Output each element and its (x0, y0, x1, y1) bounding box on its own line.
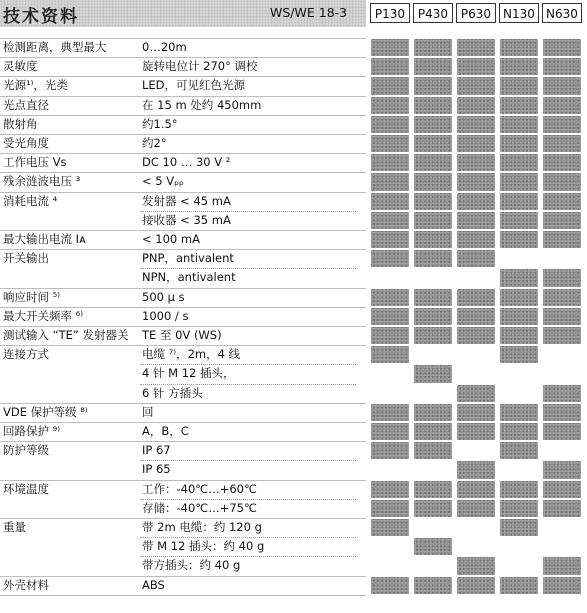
applicable-cell (542, 268, 582, 287)
column-header-p130: P130 (370, 3, 410, 23)
not-applicable-cell (542, 249, 582, 268)
applicable-cell (499, 211, 539, 230)
applicable-cell (413, 499, 453, 518)
applicable-cell (542, 326, 582, 345)
applicable-cell (456, 384, 496, 403)
applicable-cell (542, 422, 582, 441)
spec-value: 发射器 < 45 mA (142, 193, 231, 208)
applicable-cell (370, 76, 410, 95)
not-applicable-cell (370, 384, 410, 403)
applicable-cell (542, 172, 582, 191)
spec-label: 连接方式 (3, 347, 49, 362)
applicable-cell (499, 268, 539, 287)
applicable-cell (542, 384, 582, 403)
column-header-n130: N130 (499, 3, 539, 23)
applicable-cell (456, 192, 496, 211)
column-header-p430: P430 (413, 3, 453, 23)
not-applicable-cell (542, 518, 582, 537)
not-applicable-cell (499, 249, 539, 268)
not-applicable-cell (413, 518, 453, 537)
not-applicable-cell (499, 537, 539, 556)
applicable-cell (413, 76, 453, 95)
spec-value: 存储：-40℃…+75℃ (142, 500, 257, 515)
not-applicable-cell (456, 537, 496, 556)
applicable-cell (499, 499, 539, 518)
row-divider (0, 153, 366, 154)
not-applicable-cell (542, 537, 582, 556)
sheet-title: 技术资料 (3, 7, 79, 27)
applicable-cell (413, 96, 453, 115)
applicable-cell (499, 57, 539, 76)
row-divider (0, 115, 366, 116)
applicable-cell (413, 364, 453, 383)
spec-label: 光点直径 (3, 97, 49, 112)
applicable-cell (370, 192, 410, 211)
row-divider (140, 384, 356, 385)
applicable-cell (499, 38, 539, 57)
applicable-cell (456, 211, 496, 230)
applicable-cell (413, 326, 453, 345)
row-divider (0, 288, 366, 289)
not-applicable-cell (413, 556, 453, 575)
applicable-cell (456, 288, 496, 307)
row-divider (140, 556, 356, 557)
spec-label: 灵敏度 (3, 59, 38, 74)
applicable-cell (413, 537, 453, 556)
applicable-cell (542, 288, 582, 307)
spec-value: A，B，C (142, 424, 189, 438)
spec-label: 消耗电流 ⁴ (3, 193, 58, 208)
applicable-cell (456, 57, 496, 76)
not-applicable-cell (499, 556, 539, 575)
spec-label: 残余涟波电压 ³ (3, 174, 81, 189)
applicable-cell (499, 441, 539, 460)
applicable-cell (413, 38, 453, 57)
applicable-cell (542, 153, 582, 172)
applicable-cell (370, 403, 410, 422)
spec-label: 防护等级 (3, 443, 49, 458)
not-applicable-cell (456, 364, 496, 383)
applicable-cell (456, 307, 496, 326)
applicable-cell (370, 172, 410, 191)
not-applicable-cell (456, 345, 496, 364)
applicable-cell (370, 480, 410, 499)
applicable-cell (413, 172, 453, 191)
applicable-cell (542, 403, 582, 422)
applicable-cell (370, 345, 410, 364)
applicable-cell (370, 38, 410, 57)
applicable-cell (456, 115, 496, 134)
spec-label: 响应时间 ⁵⁾ (3, 289, 61, 304)
spec-value: 6 针 方插头 (142, 385, 203, 400)
row-divider (140, 211, 356, 212)
applicable-cell (499, 326, 539, 345)
applicable-cell (370, 499, 410, 518)
applicable-cell (542, 134, 582, 153)
row-divider (0, 192, 366, 193)
applicable-cell (542, 115, 582, 134)
applicable-cell (456, 38, 496, 57)
applicable-cell (499, 230, 539, 249)
not-applicable-cell (456, 268, 496, 287)
not-applicable-cell (542, 364, 582, 383)
spec-value: 带方插头：约 40 g (142, 558, 241, 573)
spec-value: 约1.5° (142, 116, 178, 131)
row-divider (0, 576, 366, 577)
spec-value: 0…20m (142, 40, 187, 54)
applicable-cell (542, 460, 582, 479)
row-divider (0, 38, 366, 39)
applicable-cell (413, 480, 453, 499)
row-divider (0, 595, 366, 596)
spec-label: 回路保护 ⁹⁾ (3, 424, 61, 438)
spec-value: 1000 / s (142, 308, 189, 323)
applicable-cell (370, 153, 410, 172)
applicable-cell (456, 230, 496, 249)
applicable-cell (499, 480, 539, 499)
spec-value: < 5 Vₚₚ (142, 174, 184, 189)
not-applicable-cell (413, 384, 453, 403)
row-divider (0, 134, 366, 135)
applicable-cell (413, 192, 453, 211)
applicable-cell (370, 288, 410, 307)
spec-value: IP 67 (142, 443, 171, 458)
applicable-cell (413, 211, 453, 230)
applicable-cell (456, 249, 496, 268)
row-divider (140, 537, 356, 538)
spec-label: 工作电压 Vs (3, 155, 67, 170)
applicable-cell (499, 576, 539, 595)
applicable-cell (542, 211, 582, 230)
applicable-cell (499, 134, 539, 153)
spec-label: 散射角 (3, 116, 38, 131)
applicable-cell (413, 441, 453, 460)
applicable-cell (370, 576, 410, 595)
applicable-cell (456, 96, 496, 115)
applicable-cell (370, 518, 410, 537)
row-divider (0, 422, 366, 423)
applicable-cell (542, 576, 582, 595)
row-divider (140, 460, 356, 461)
spec-value: 电缆 ⁷⁾，2m，4 线 (142, 347, 241, 362)
spec-value: TE 至 0V (WS) (142, 328, 222, 342)
spec-label: VDE 保护等级 ⁸⁾ (3, 404, 88, 419)
applicable-cell (370, 134, 410, 153)
applicable-cell (499, 172, 539, 191)
applicable-cell (413, 288, 453, 307)
not-applicable-cell (413, 268, 453, 287)
applicable-cell (456, 403, 496, 422)
applicable-cell (542, 307, 582, 326)
applicable-cell (499, 96, 539, 115)
spec-value: 旋转电位计 270° 调校 (142, 59, 258, 74)
applicable-cell (370, 422, 410, 441)
applicable-cell (499, 288, 539, 307)
applicable-cell (456, 76, 496, 95)
row-divider (0, 345, 366, 346)
row-divider (140, 268, 356, 269)
not-applicable-cell (370, 537, 410, 556)
spec-value: 4 针 M 12 插头， (142, 366, 235, 381)
applicable-cell (542, 230, 582, 249)
not-applicable-cell (370, 364, 410, 383)
applicable-cell (456, 460, 496, 479)
applicable-cell (413, 153, 453, 172)
spec-value: 回 (142, 404, 154, 419)
spec-value: DC 10 … 30 V ² (142, 155, 231, 170)
not-applicable-cell (542, 345, 582, 364)
applicable-cell (413, 57, 453, 76)
spec-label: 光源¹⁾，光类 (3, 78, 68, 93)
row-divider (0, 480, 366, 481)
applicable-cell (413, 403, 453, 422)
applicable-cell (542, 96, 582, 115)
row-divider (0, 230, 366, 231)
applicable-cell (542, 499, 582, 518)
row-divider (140, 364, 356, 365)
not-applicable-cell (370, 268, 410, 287)
model-number: WS/WE 18-3 (270, 5, 348, 20)
applicable-cell (370, 441, 410, 460)
row-divider (0, 57, 366, 58)
spec-label: 开关输出 (3, 251, 49, 266)
spec-value: LED，可见红色光源 (142, 78, 246, 93)
applicable-cell (499, 422, 539, 441)
applicable-cell (413, 115, 453, 134)
applicable-cell (542, 556, 582, 575)
spec-value: IP 65 (142, 462, 171, 477)
applicable-cell (456, 422, 496, 441)
spec-value: ABS (142, 577, 165, 592)
not-applicable-cell (370, 460, 410, 479)
applicable-cell (456, 153, 496, 172)
applicable-cell (542, 38, 582, 57)
spec-value: NPN，antivalent (142, 270, 236, 285)
applicable-cell (413, 134, 453, 153)
applicable-cell (499, 345, 539, 364)
spec-label: 最大输出电流 Iᴀ (3, 232, 86, 246)
spec-label: 最大开关频率 ⁶⁾ (3, 308, 84, 323)
spec-label: 环境温度 (3, 481, 49, 496)
spec-label: 检测距离，典型最大 (3, 40, 107, 54)
spec-label: 重量 (3, 520, 26, 534)
row-divider (0, 403, 366, 404)
not-applicable-cell (542, 441, 582, 460)
spec-value: 带 2m 电缆：约 120 g (142, 520, 262, 534)
applicable-cell (499, 115, 539, 134)
applicable-cell (413, 307, 453, 326)
row-divider (0, 76, 366, 77)
row-divider (0, 249, 366, 250)
applicable-cell (413, 230, 453, 249)
applicable-cell (499, 518, 539, 537)
applicable-cell (413, 422, 453, 441)
applicable-cell (542, 480, 582, 499)
header-band (0, 0, 366, 27)
applicable-cell (456, 556, 496, 575)
applicable-cell (456, 480, 496, 499)
row-divider (0, 518, 366, 519)
row-divider (0, 307, 366, 308)
applicable-cell (370, 57, 410, 76)
applicable-cell (370, 211, 410, 230)
applicable-cell (370, 249, 410, 268)
applicable-cell (499, 307, 539, 326)
applicable-cell (499, 192, 539, 211)
spec-value: 约2° (142, 136, 167, 150)
spec-value: 在 15 m 处约 450mm (142, 97, 262, 112)
applicable-cell (456, 134, 496, 153)
applicable-cell (499, 76, 539, 95)
spec-label: 测试输入 “TE” 发射器关 (3, 328, 129, 342)
applicable-cell (542, 192, 582, 211)
not-applicable-cell (499, 460, 539, 479)
row-divider (0, 96, 366, 97)
spec-value: 接收器 < 35 mA (142, 212, 231, 227)
row-divider (0, 441, 366, 442)
applicable-cell (456, 326, 496, 345)
not-applicable-cell (456, 441, 496, 460)
applicable-cell (456, 499, 496, 518)
row-divider (0, 172, 366, 173)
applicable-cell (370, 115, 410, 134)
applicable-cell (456, 172, 496, 191)
column-header-p630: P630 (456, 3, 496, 23)
applicable-cell (499, 403, 539, 422)
spec-label: 受光角度 (3, 136, 49, 150)
not-applicable-cell (370, 556, 410, 575)
applicable-cell (413, 576, 453, 595)
spec-value: 带 M 12 插头：约 40 g (142, 539, 265, 554)
spec-value: 500 μ s (142, 289, 185, 304)
spec-label: 外壳材料 (3, 577, 49, 592)
column-header-n630: N630 (542, 3, 582, 23)
not-applicable-cell (456, 518, 496, 537)
applicable-cell (456, 576, 496, 595)
row-divider (0, 326, 366, 327)
applicable-cell (370, 326, 410, 345)
applicable-cell (370, 96, 410, 115)
not-applicable-cell (499, 364, 539, 383)
not-applicable-cell (413, 345, 453, 364)
applicable-cell (499, 153, 539, 172)
applicable-cell (370, 230, 410, 249)
applicable-cell (542, 57, 582, 76)
applicable-cell (370, 307, 410, 326)
spec-value: PNP，antivalent (142, 251, 234, 266)
not-applicable-cell (499, 384, 539, 403)
spec-value: < 100 mA (142, 232, 200, 246)
applicable-cell (413, 249, 453, 268)
not-applicable-cell (413, 460, 453, 479)
row-divider (140, 499, 356, 500)
spec-value: 工作：-40℃…+60℃ (142, 481, 257, 496)
applicable-cell (542, 76, 582, 95)
